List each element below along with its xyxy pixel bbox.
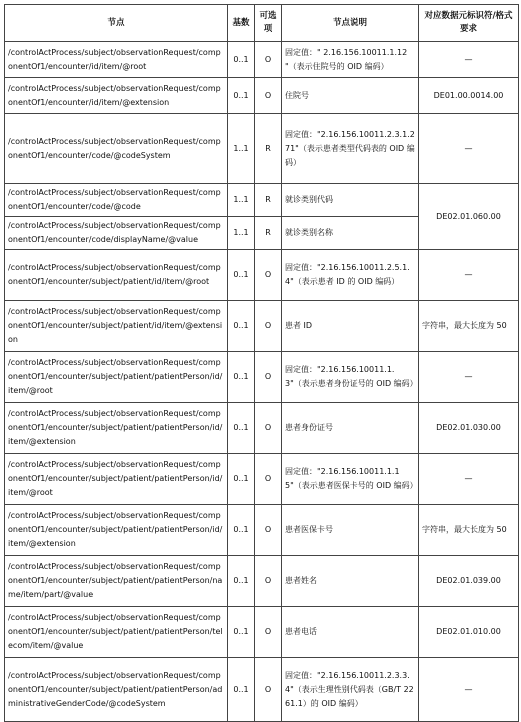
node-path: /controlActProcess/subject/observationRequest/componentOf1/encounter/code/@code <box>5 184 228 217</box>
node-description: 就诊类别名称 <box>282 217 419 250</box>
node-path: /controlActProcess/subject/observationRequest/componentOf1/encounter/subject/patient/patientPerson/id/item/@extension <box>5 505 228 556</box>
metadata-id: DE02.01.060.00 <box>419 184 519 250</box>
node-path: /controlActProcess/subject/observationRequest/componentOf1/encounter/subject/patient/patientPerson/id/item/@extension <box>5 403 228 454</box>
base-cardinality: 1..1 <box>228 184 255 217</box>
node-path: /controlActProcess/subject/observationRequest/componentOf1/encounter/subject/patient/patientPerson/administrativeGenderCode/@codeSystem <box>5 658 228 722</box>
base-cardinality: 0..1 <box>228 250 255 301</box>
optional-flag: O <box>255 250 282 301</box>
base-cardinality: 0..1 <box>228 556 255 607</box>
node-path: /controlActProcess/subject/observationRequest/componentOf1/encounter/subject/patient/id/item/@extension <box>5 301 228 352</box>
node-path: /controlActProcess/subject/observationRequest/componentOf1/encounter/id/item/@root <box>5 42 228 78</box>
base-cardinality: 1..1 <box>228 217 255 250</box>
table-row <box>5 184 519 217</box>
node-description: 就诊类别代码 <box>282 184 419 217</box>
metadata-id: DE02.01.039.00 <box>419 556 519 607</box>
table-row <box>5 658 519 722</box>
table-row <box>5 114 519 184</box>
base-cardinality: 0..1 <box>228 301 255 352</box>
base-cardinality: 1..1 <box>228 114 255 184</box>
metadata-id: — <box>419 114 519 184</box>
optional-flag: O <box>255 78 282 114</box>
node-description: 固定值："2.16.156.10011.2.3.1.271"（表示患者类型代码表的 OID 编码） <box>282 114 419 184</box>
node-path: /controlActProcess/subject/observationRequest/componentOf1/encounter/subject/patient/patientPerson/id/item/@root <box>5 454 228 505</box>
optional-flag: O <box>255 301 282 352</box>
base-cardinality: 0..1 <box>228 42 255 78</box>
node-description: 患者身份证号 <box>282 403 419 454</box>
optional-flag: O <box>255 658 282 722</box>
header-node: 节点 <box>5 5 228 42</box>
table-row <box>5 301 519 352</box>
node-description: 固定值："2.16.156.10011.2.3.3.4"（表示生理性别代码表（GB/T 2261.1）的 OID 编码） <box>282 658 419 722</box>
table-row <box>5 505 519 556</box>
optional-flag: O <box>255 607 282 658</box>
table-row <box>5 403 519 454</box>
base-cardinality: 0..1 <box>228 607 255 658</box>
node-path: /controlActProcess/subject/observationRequest/componentOf1/encounter/code/displayName/@value <box>5 217 228 250</box>
header-description: 节点说明 <box>282 5 419 42</box>
optional-flag: O <box>255 352 282 403</box>
optional-flag: O <box>255 42 282 78</box>
table-header-row <box>5 5 519 42</box>
table-row <box>5 42 519 78</box>
optional-flag: O <box>255 556 282 607</box>
optional-flag: O <box>255 403 282 454</box>
base-cardinality: 0..1 <box>228 403 255 454</box>
metadata-id: — <box>419 658 519 722</box>
optional-flag: O <box>255 454 282 505</box>
table-row <box>5 556 519 607</box>
node-path: /controlActProcess/subject/observationRequest/componentOf1/encounter/subject/patient/patientPerson/name/item/part/@value <box>5 556 228 607</box>
node-path: /controlActProcess/subject/observationRequest/componentOf1/encounter/code/@codeSystem <box>5 114 228 184</box>
node-path: /controlActProcess/subject/observationRequest/componentOf1/encounter/subject/patient/patientPerson/telecom/item/@value <box>5 607 228 658</box>
table-row <box>5 607 519 658</box>
metadata-id: — <box>419 42 519 78</box>
node-path: /controlActProcess/subject/observationRequest/componentOf1/encounter/subject/patient/id/item/@root <box>5 250 228 301</box>
node-description: 固定值："2.16.156.10011.1.3"（表示患者身份证号的 OID 编码） <box>282 352 419 403</box>
metadata-id: — <box>419 250 519 301</box>
base-cardinality: 0..1 <box>228 658 255 722</box>
node-path: /controlActProcess/subject/observationRequest/componentOf1/encounter/subject/patient/patientPerson/id/item/@root <box>5 352 228 403</box>
node-path: /controlActProcess/subject/observationRequest/componentOf1/encounter/id/item/@extension <box>5 78 228 114</box>
optional-flag: O <box>255 505 282 556</box>
metadata-format: 字符串，最大长度为 50 <box>419 505 519 556</box>
optional-flag: R <box>255 217 282 250</box>
metadata-format: 字符串，最大长度为 50 <box>419 301 519 352</box>
header-base: 基数 <box>228 5 255 42</box>
base-cardinality: 0..1 <box>228 454 255 505</box>
node-description: 患者 ID <box>282 301 419 352</box>
table-row <box>5 250 519 301</box>
node-description: 固定值："2.16.156.10011.1.15"（表示患者医保卡号的 OID 编码） <box>282 454 419 505</box>
base-cardinality: 0..1 <box>228 78 255 114</box>
node-description: 固定值："2.16.156.10011.2.5.1.4"（表示患者 ID 的 OID 编码） <box>282 250 419 301</box>
node-description: 固定值：" 2.16.156.10011.1.12 "（表示住院号的 OID 编码） <box>282 42 419 78</box>
optional-flag: R <box>255 184 282 217</box>
table-row <box>5 454 519 505</box>
metadata-id: DE01.00.0014.00 <box>419 78 519 114</box>
node-spec-table <box>4 4 519 722</box>
base-cardinality: 0..1 <box>228 505 255 556</box>
node-description: 患者姓名 <box>282 556 419 607</box>
table-row <box>5 352 519 403</box>
header-optional: 可选项 <box>255 5 282 42</box>
node-description: 患者医保卡号 <box>282 505 419 556</box>
node-description: 患者电话 <box>282 607 419 658</box>
metadata-id: DE02.01.010.00 <box>419 607 519 658</box>
metadata-id: — <box>419 454 519 505</box>
metadata-id: DE02.01.030.00 <box>419 403 519 454</box>
node-description: 住院号 <box>282 78 419 114</box>
header-metadata: 对应数据元标识符/格式要求 <box>419 5 519 42</box>
table-row <box>5 78 519 114</box>
base-cardinality: 0..1 <box>228 352 255 403</box>
metadata-id: — <box>419 352 519 403</box>
optional-flag: R <box>255 114 282 184</box>
